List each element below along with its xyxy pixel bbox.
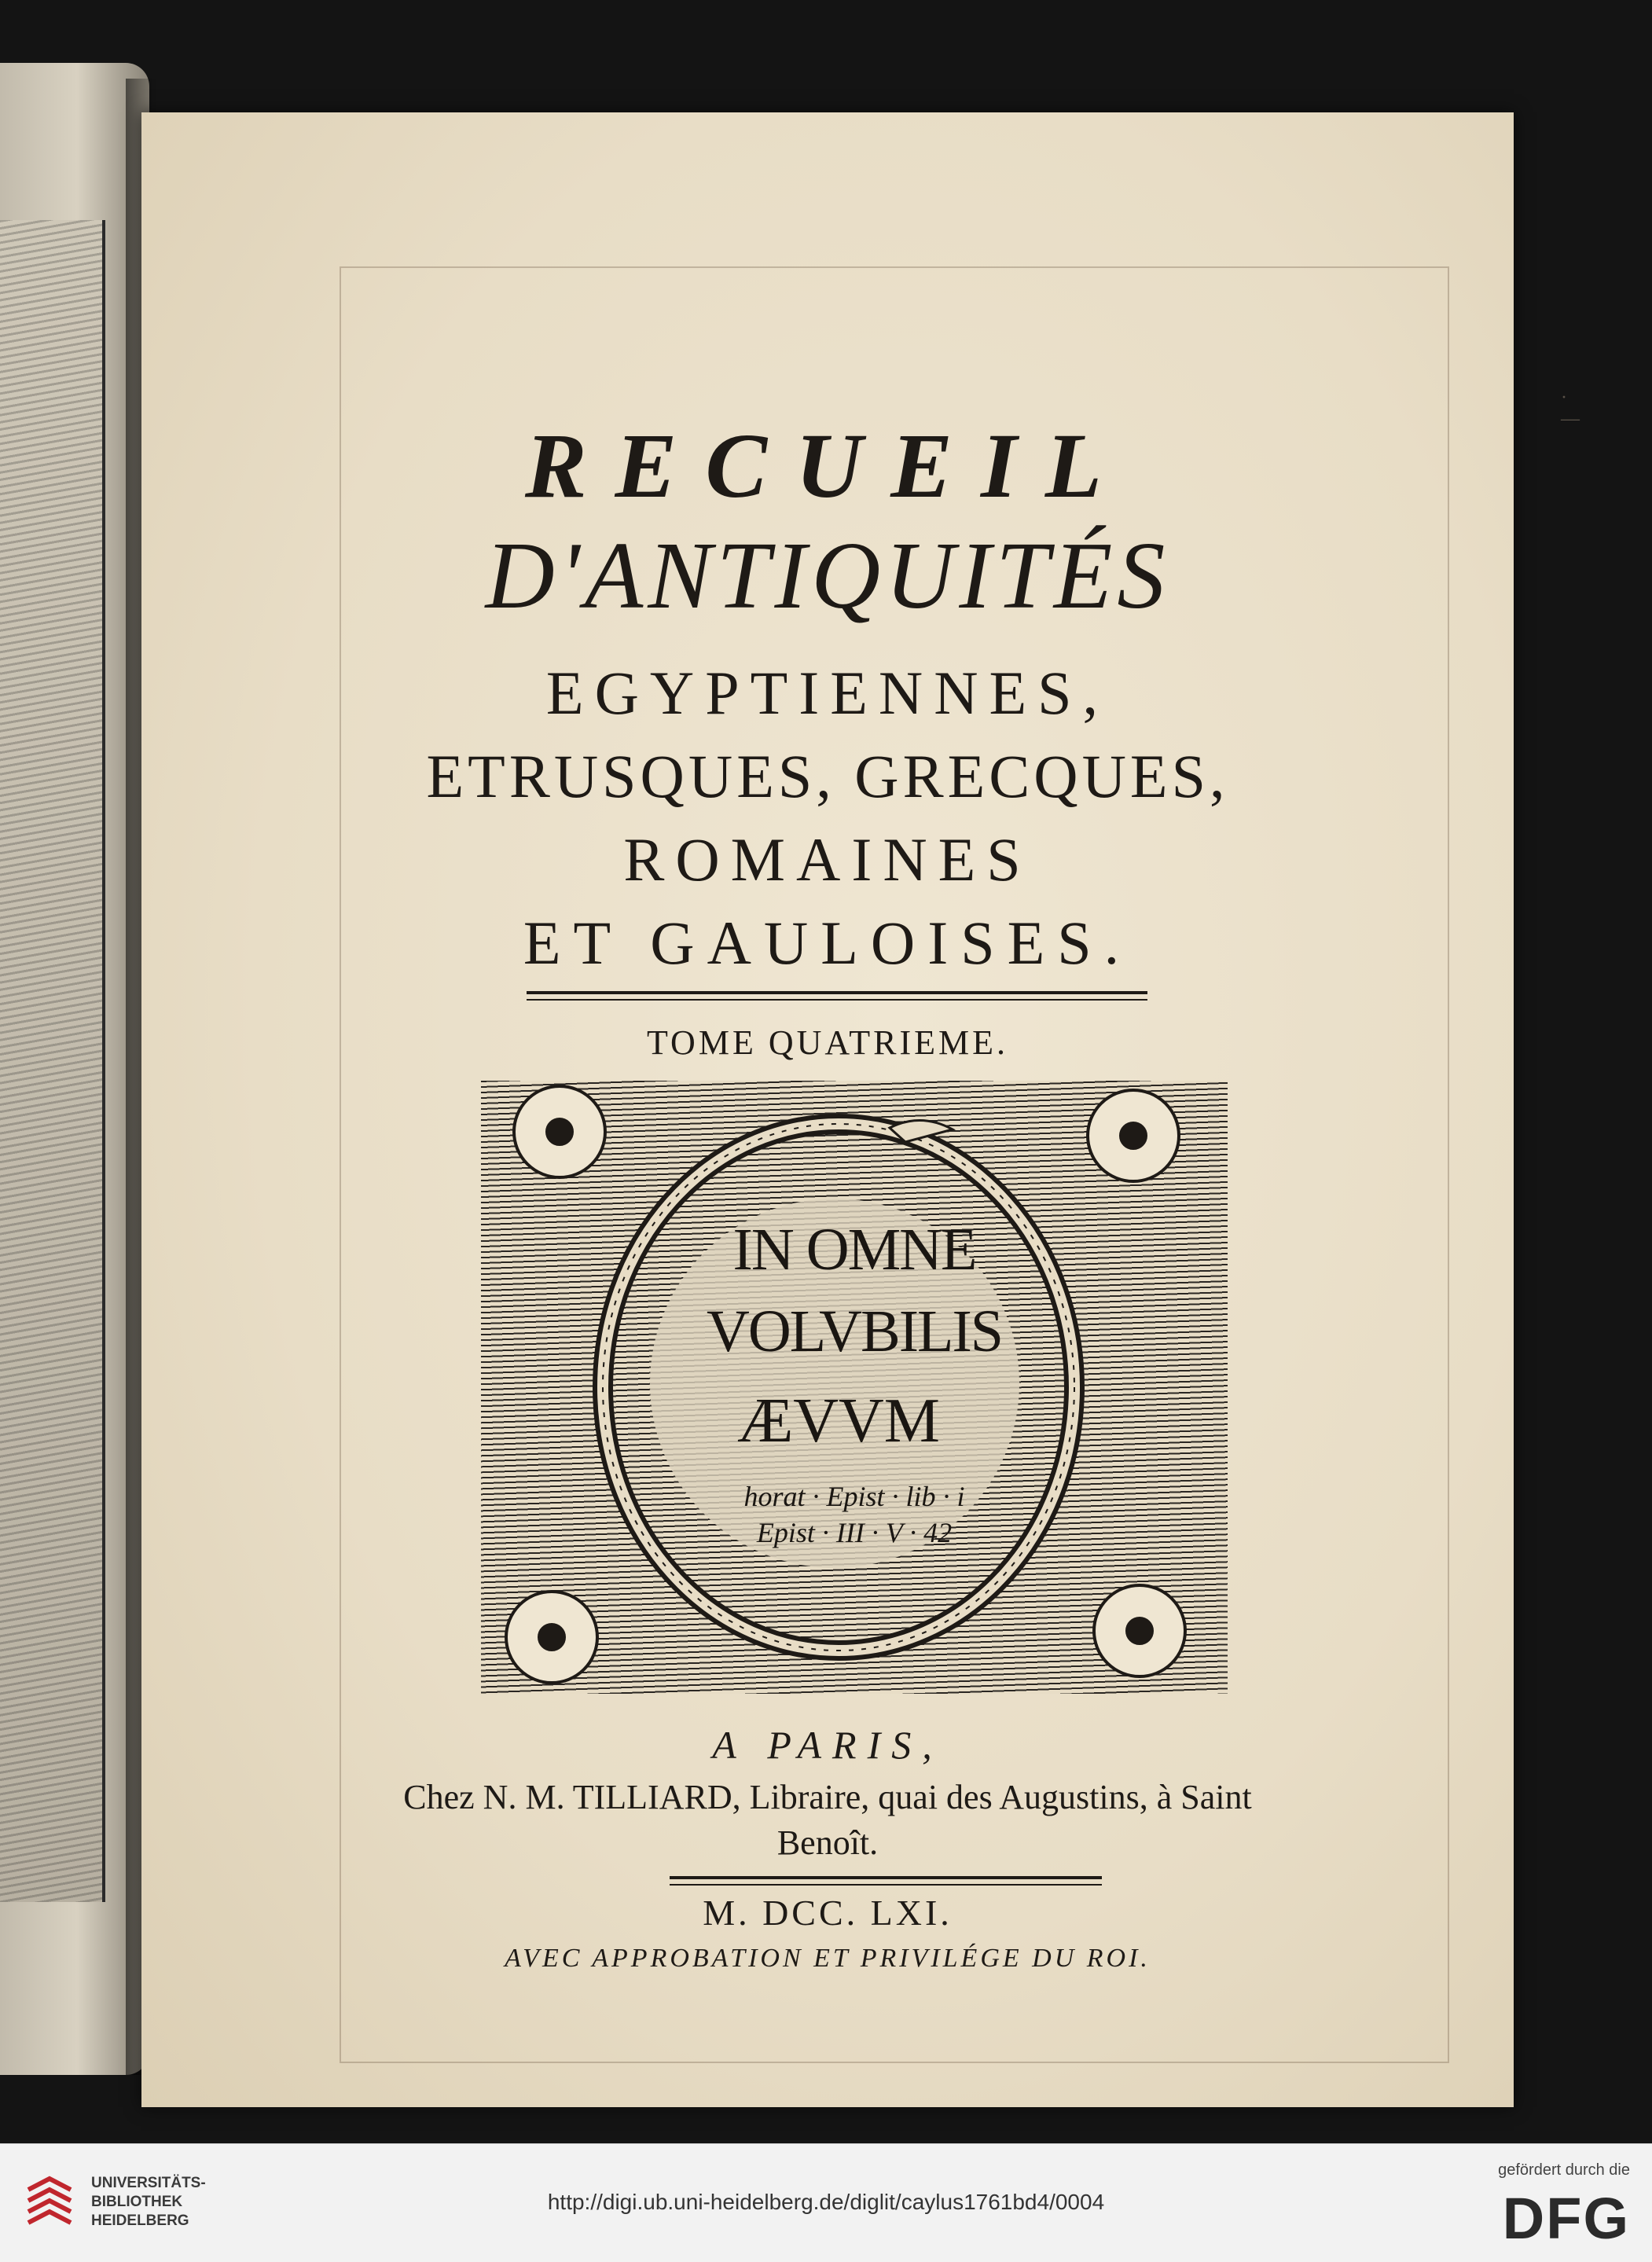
frontispiece-engraving <box>0 220 105 1902</box>
double-rule-bottom-thin <box>670 1884 1102 1886</box>
imprint-publisher-cont: Benoît. <box>776 1823 879 1862</box>
title-line-2: D'ANTIQUITÉS <box>485 523 1170 629</box>
imprint-publisher: Chez N. M. TILLIARD, Libraire, quai des Augustins, à Saint <box>403 1778 1252 1816</box>
inscription-line-2: VOLVBILIS <box>706 1298 1003 1364</box>
double-rule-top-thin <box>527 999 1147 1001</box>
imprint-place: A PARIS, <box>712 1723 943 1767</box>
inscription-line-1: IN OMNE <box>732 1217 976 1283</box>
citation-line-2: Epist · III · V · 42 <box>756 1517 953 1548</box>
viewer-footer <box>0 2143 1652 2262</box>
double-rule-top <box>527 991 1147 994</box>
subtitle-line-3: ROMAINES <box>623 825 1032 894</box>
subtitle-line-4: ET GAULOISES. <box>523 909 1133 977</box>
double-rule-bottom <box>670 1876 1102 1879</box>
subtitle-line-2: ETRUSQUES, GRECQUES, <box>426 742 1229 810</box>
subtitle-line-1: EGYPTIENNES, <box>545 659 1110 727</box>
privilege-line: AVEC APPROBATION ET PRIVILÉGE DU ROI. <box>505 1944 1151 1973</box>
inscription-line-3: ÆVVM <box>737 1386 940 1456</box>
ouroboros-vignette <box>481 1081 1228 1694</box>
dfg-logo[interactable]: DFG <box>1502 2186 1630 2251</box>
institution-line-3: HEIDELBERG <box>91 2212 189 2229</box>
ink-mark: ·— <box>1561 387 1580 429</box>
permalink-url[interactable]: http://digi.ub.uni-heidelberg.de/diglit/caylus1761bd4/0004 <box>547 2190 1105 2214</box>
institution-line-2: BIBLIOTHEK <box>91 2194 183 2210</box>
citation-line-1: horat · Epist · lib · i <box>743 1481 965 1512</box>
institution-line-1: UNIVERSITÄTS- <box>91 2175 206 2191</box>
imprint-year: M. DCC. LXI. <box>703 1893 953 1933</box>
funded-by-label: gefördert durch die <box>1498 2161 1630 2179</box>
title-page <box>141 112 1580 2107</box>
title-line-1: RECUEIL <box>524 414 1131 517</box>
volume-label: TOME QUATRIEME. <box>646 1023 1009 1062</box>
